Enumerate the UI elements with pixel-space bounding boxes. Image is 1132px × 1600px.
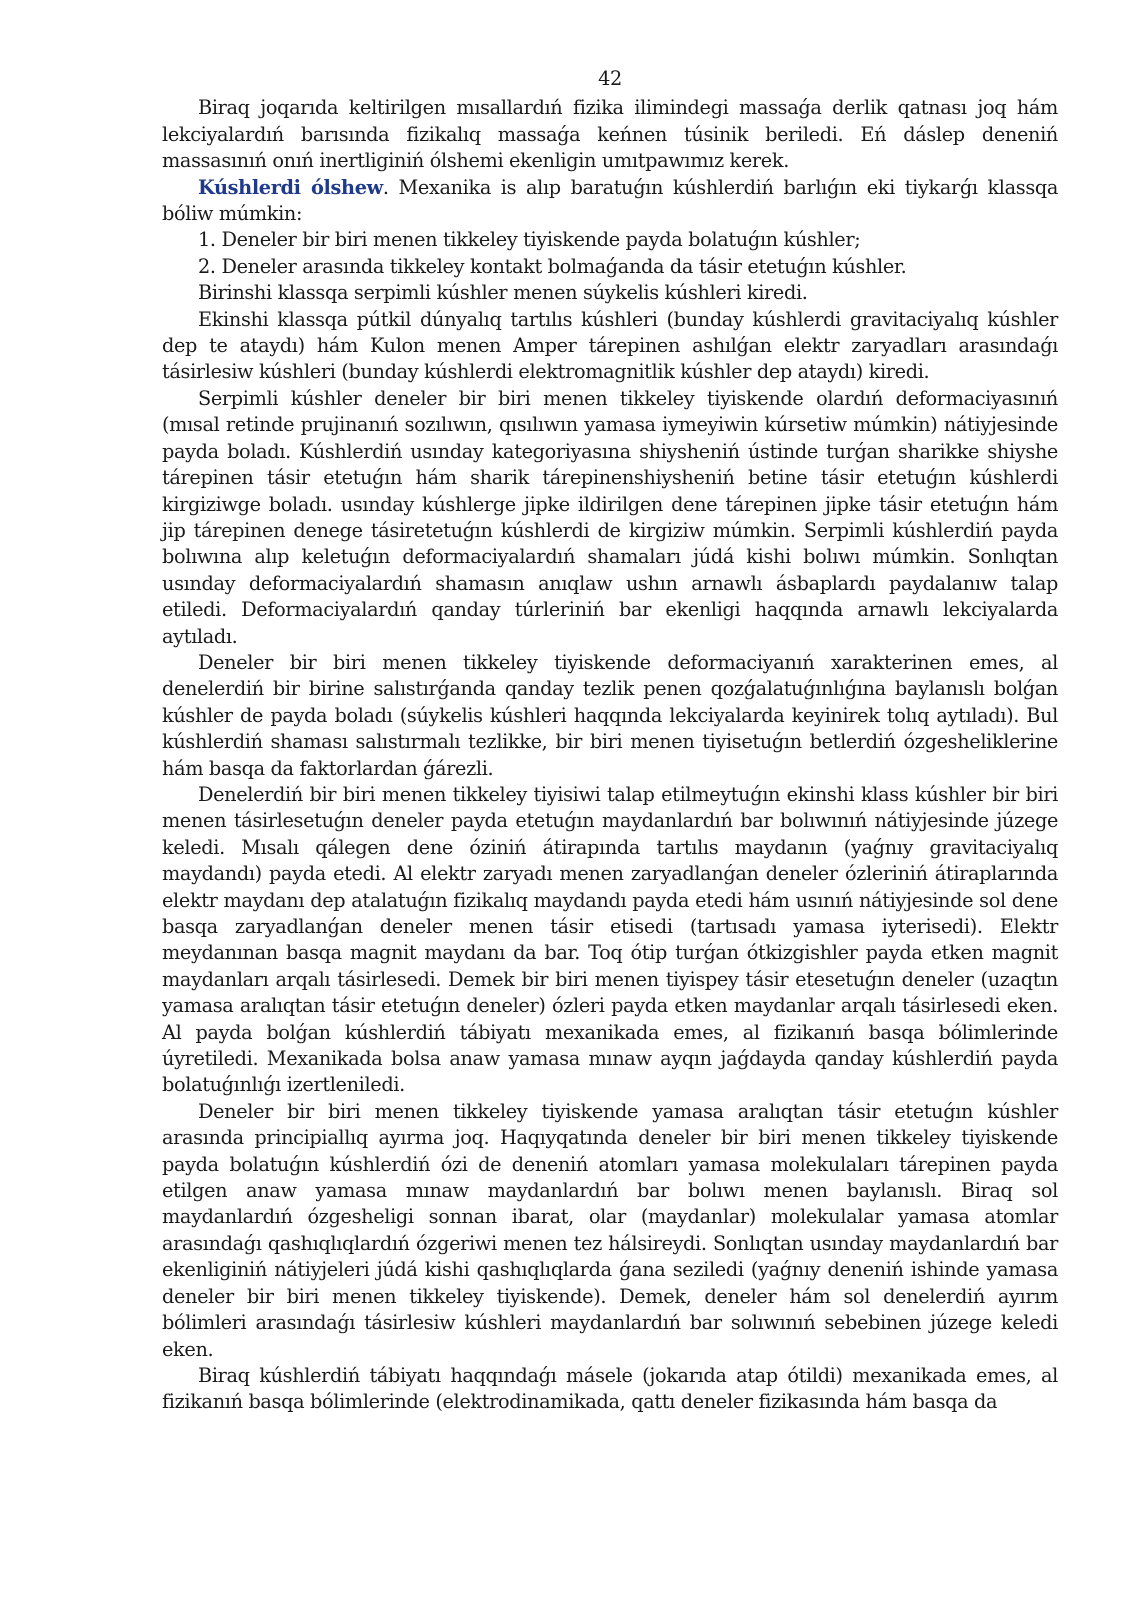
paragraph-intro: Biraq joqarıda keltirilgen mısallardıń fizika ilimindegi massaǵa derlik qatnası joq hám lekciyalardıń barısında fizikalıq massaǵa keńnen túsinik beriledi. Eń dáslep deneniń massasınıń onıń inertliginiń ólshemi ekenligin umıtpawımız kerek. (162, 96, 1058, 173)
paragraph-no-principal-difference: Deneler bir biri menen tikkeley tiyiskende yamasa aralıqtan tásir etetuǵın kúshler arasında principiallıq ayırma joq. Haqıyqatında deneler bir biri menen tikkeley tiyiskende payda bolatuǵın kúshlerdiń ózi de deneniń atomları yamasa molekulaları tárepinen payda etilgen anaw yamasa mınaw maydanlardıń bar bolıwı menen baylanıslı. Biraq sol maydanlardıń ózgesheligi sonnan ibarat, olar (maydanlar) molekulalar yamasa atomlar arasındaǵı qashıqlıqlardıń ózgeriwi menen tez hálsireydi. Sonlıqtan usınday maydanlardıń bar ekenliginiń nátiyjeleri júdá kishi qashıqlıqlarda ǵana seziledi (yaǵnıy deneniń ishinde yamasa deneler bir biri menen tikkeley tiyiskende). Demek, deneler hám sol denelerdiń ayırım bólimleri arasındaǵı tásirlesiw kúshleri maydanlardıń bar solıwınıń sebebinen júzege keledi eken. (162, 1099, 1058, 1361)
document-page (162, 66, 1058, 1416)
paragraph-friction-forces: Deneler bir biri menen tikkeley tiyiskende deformaciyanıń xarakterinen emes, al denelerdiń bir birine salıstırǵanda qanday tezlik penen qozǵalatuǵınlıǵına baylanıslı bolǵan kúshler de payda boladı (súykelis kúshleri haqqında lekciyalarda keyinirek tolıq aytıladı). Bul kúshlerdiń shaması salıstırmalı tezlikke, bir biri menen tiyisetuǵın betlerdiń ózgesheliklerine hám basqa da faktorlardan ǵárezli. (162, 650, 1058, 780)
list-item-1: 1. Deneler bir biri menen tikkeley tiyiskende payda bolatuǵın kúshler; (198, 228, 861, 252)
paragraph-first-class: Birinshi klassqa serpimli kúshler menen súykelis kúshleri kiredi. (198, 281, 808, 305)
section-heading-kushlerdi-olshew: Kúshlerdi ólshew (198, 175, 383, 199)
paragraph-nature-of-forces: Biraq kúshlerdiń tábiyatı haqqındaǵı másele (jokarıda atap ótildi) mexanikada emes, al fizikanıń basqa bólimlerinde (elektrodinamikada, qattı deneler fizikasında hám basqa da (162, 1363, 1058, 1414)
page-number: 42 (598, 67, 622, 90)
paragraph-field-forces: Denelerdiń bir biri menen tikkeley tiyisiwi talap etilmeytuǵın ekinshi klass kúshler bir biri menen tásirlesetuǵın deneler payda etetuǵın maydanlardıń bar bolıwınıń nátiyjesinde júzege keledi. Mısalı qálegen dene óziniń átirapında tartılıs maydanın (yaǵnıy gravitaciyalıq maydandı) payda etedi. Al elektr zaryadı menen zaryadlanǵan deneler ózleriniń átiraplarında elektr maydanı dep atalatuǵın fizikalıq maydandı payda etedi hám usınıń nátiyjesinde sol dene basqa zaryadlanǵan deneler menen tásir etisedi (tartısadı yamasa iyterisedi). Elektr meydanınan basqa magnit maydanı da bar. Toq ótip turǵan ótkizgishler payda etken magnit maydanları arqalı tásirlesedi. Demek bir biri menen tiyispey tásir etesetuǵın deneler (uzaqtın yamasa aralıqtan tásir etetuǵın deneler) ózleri payda etken maydanlar arqalı tásirlesedi eken. Al payda bolǵan kúshlerdiń tábiyatı mexanikada emes, al fizikanıń basqa bólimlerinde úyretiledi. Mexanikada bolsa anaw yamasa mınaw ayqın jaǵdayda qanday kúshlerdiń payda bolatuǵınlıǵı izertleniledi. (162, 782, 1058, 1097)
paragraph-force-classes (162, 175, 1058, 228)
paragraph-elastic-forces: Serpimli kúshler deneler bir biri menen tikkeley tiyiskende olardıń deformaciyasınıń (mısal retinde prujinanıń sozılıwın, qısılıwın yamasa iymeyiwin kúrsetiw múmkin) nátiyjesinde payda boladı. Kúshlerdiń usınday kategoriyasına shiysheniń ústinde turǵan sharikke shiyshe tárepinen tásir etetuǵın hám sharik tárepinenshiysheniń betine tásir etetuǵın kúshlerdi kirgiziwge boladı. usınday kúshlerge jipke ildirilgen dene tárepinen jipke tásir etetuǵın hám jip tárepinen denege tásiretetuǵın kúshlerdi de kirgiziw múmkin. Serpimli kúshlerdiń payda bolıwına alıp keletuǵın deformaciyalardıń shamaları júdá kishi bolıwı múmkin. Sonlıqtan usınday deformaciyalardıń shamasın anıqlaw ushın arnawlı ásbaplardı paydalanıw talap etiledi. Deformaciyalardıń qanday túrleriniń bar ekenligi haqqında arnawlı lekciyalarda aytıladı. (162, 386, 1058, 648)
paragraph-force-classes-text: . Mexanika is alıp baratuǵın kúshlerdiń barlıǵın eki tiykarǵı klassqa bóliw múmkin: (162, 175, 1058, 226)
list-item-2: 2. Deneler arasında tikkeley kontakt bolmaǵanda da tásir etetuǵın kúshler. (198, 254, 907, 278)
paragraph-second-class: Ekinshi klassqa pútkil dúnyalıq tartılıs kúshleri (bunday kúshlerdi gravitaciyalıq kúshler dep te ataydı) hám Kulon menen Amper tárepinen ashılǵan elektr zaryadları arasındaǵı tásirlesiw kúshleri (bunday kúshlerdi elektromagnitlik kúshler dep ataydı) kiredi. (162, 307, 1058, 384)
